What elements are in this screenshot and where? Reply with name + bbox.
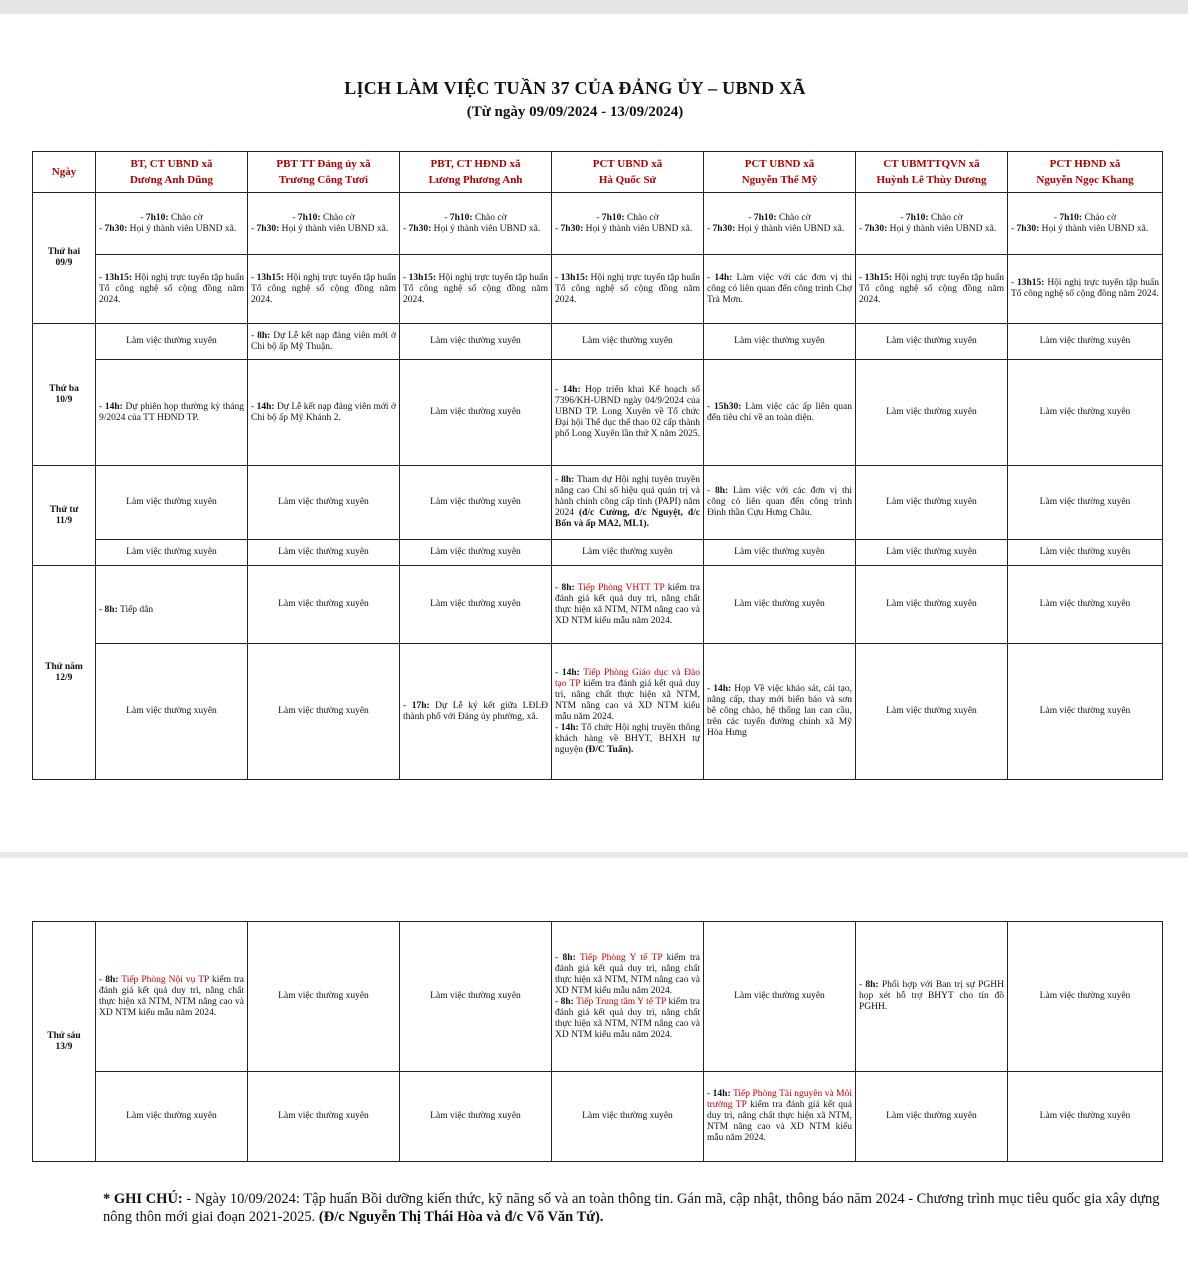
schedule-cell: Làm việc thường xuyên <box>856 644 1008 780</box>
schedule-cell: - 13h15: Hội nghị trực tuyến tập huấn Tổ công nghệ số cộng đồng năm 2024. <box>856 255 1008 324</box>
schedule-cell: - 7h10: Chào cờ - 7h30: Họi ý thành viên UBND xã. <box>96 193 248 255</box>
top-bar <box>0 0 1188 14</box>
schedule-cell: - 8h: Tham dự Hội nghị tuyên truyền nâng cao Chỉ số hiệu quả quản trị và hành chính công cấp tỉnh (PAPI) năm 2024 (đ/c Cường, đ/c Nguyệt, đ/c Bốn và ấp MA2, ML1). <box>552 466 704 540</box>
schedule-cell: - 13h15: Hội nghị trực tuyến tập huấn Tổ công nghệ số cộng đồng năm 2024. <box>248 255 400 324</box>
schedule-cell: Làm việc thường xuyên <box>248 466 400 540</box>
footnote-assignees: (Đ/c Nguyễn Thị Thái Hòa và đ/c Võ Văn Tứ). <box>318 1209 604 1225</box>
header-col-6: CT UBMTTQVN xã Huỳnh Lê Thùy Dương <box>856 152 1008 193</box>
schedule-cell: Làm việc thường xuyên <box>96 466 248 540</box>
schedule-cell: Làm việc thường xuyên <box>400 324 552 360</box>
monday-afternoon-row <box>33 255 1163 324</box>
schedule-cell: Làm việc thường xuyên <box>1008 922 1163 1072</box>
schedule-cell: - 14h: Làm việc với các đơn vị thi công có liên quan đến công trình Chợ Trà Mơn. <box>704 255 856 324</box>
footnote <box>103 1190 1163 1226</box>
schedule-cell: - 14h: Dự Lễ kết nạp đảng viên mới ở Chi bộ ấp Mỹ Khánh 2. <box>248 360 400 466</box>
schedule-cell: Làm việc thường xuyên <box>248 1072 400 1162</box>
schedule-cell: Làm việc thường xuyên <box>1008 324 1163 360</box>
day-cell-wednesday: Thứ tư 11/9 <box>33 466 96 566</box>
schedule-cell: Làm việc thường xuyên <box>1008 644 1163 780</box>
schedule-cell: Làm việc thường xuyên <box>856 1072 1008 1162</box>
schedule-cell: Làm việc thường xuyên <box>552 540 704 566</box>
schedule-cell: - 14h: Tiếp Phòng Giáo dục và Đào tạo TP kiểm tra đánh giá kết quả duy trì, nâng chất thực hiện xã NTM, NTM nâng cao và XD NTM kiểu mẫu năm 2024. - 14h: Tổ chức Hội nghị truyền thông khách hàng về BHYT, BHXH tự nguyện (Đ/C Tuấn). <box>552 644 704 780</box>
wednesday-afternoon-row <box>33 540 1163 566</box>
schedule-cell: Làm việc thường xuyên <box>1008 540 1163 566</box>
schedule-cell: - 13h15: Hội nghị trực tuyến tập huấn Tổ công nghệ số cộng đồng năm 2024. <box>96 255 248 324</box>
header-row <box>33 152 1163 193</box>
schedule-cell: Làm việc thường xuyên <box>248 644 400 780</box>
schedule-cell: Làm việc thường xuyên <box>856 360 1008 466</box>
schedule-cell: Làm việc thường xuyên <box>248 922 400 1072</box>
footnote-text: - Ngày 10/09/2024: Tập huấn Bồi dưỡng kiến thức, kỹ năng số và an toàn thông tin. Gán mã, cập nhật, thông báo năm 2024 - Chương trình mục tiêu quốc gia xây dựng nông thôn mới giai đoạn 2021-2025. <box>103 1191 1160 1225</box>
schedule-cell: Làm việc thường xuyên <box>248 540 400 566</box>
schedule-cell: - 13h15: Hội nghị trực tuyến tập huấn Tổ công nghệ số cộng đồng năm 2024. <box>1008 255 1163 324</box>
schedule-cell: Làm việc thường xuyên <box>552 324 704 360</box>
friday-afternoon-row <box>33 1072 1163 1162</box>
schedule-cell: Làm việc thường xuyên <box>400 566 552 644</box>
schedule-cell: - 13h15: Hội nghị trực tuyến tập huấn Tổ công nghệ số cộng đồng năm 2024. <box>400 255 552 324</box>
schedule-cell: Làm việc thường xuyên <box>96 540 248 566</box>
schedule-cell: Làm việc thường xuyên <box>96 1072 248 1162</box>
day-cell-monday: Thứ hai 09/9 <box>33 193 96 324</box>
schedule-cell: Làm việc thường xuyên <box>400 922 552 1072</box>
schedule-cell: Làm việc thường xuyên <box>704 566 856 644</box>
schedule-cell: Làm việc thường xuyên <box>96 324 248 360</box>
day-cell-tuesday: Thứ ba 10/9 <box>33 324 96 466</box>
header-col-1: BT, CT UBND xã Dương Anh Dũng <box>96 152 248 193</box>
footnote-label: * GHI CHÚ: <box>103 1191 183 1207</box>
schedule-cell: - 17h: Dự Lễ ký kết giữa LĐLĐ thành phố với Đảng ủy phường, xã. <box>400 644 552 780</box>
schedule-cell: - 8h: Dự Lễ kết nạp đảng viên mới ở Chi bộ ấp Mỹ Thuận. <box>248 324 400 360</box>
schedule-cell: - 8h: Làm việc với các đơn vị thi công có liên quan đến công trình Đình thần Cựu Hưng Châu. <box>704 466 856 540</box>
header-col-2: PBT TT Đảng ủy xã Trương Công Tươi <box>248 152 400 193</box>
schedule-cell: - 8h: Phối hợp với Ban trị sự PGHH họp xét hỗ trợ BHYT cho tín đồ PGHH. <box>856 922 1008 1072</box>
header-col-3: PBT, CT HĐND xã Lương Phương Anh <box>400 152 552 193</box>
header-col-5: PCT UBND xã Nguyễn Thế Mỹ <box>704 152 856 193</box>
tuesday-afternoon-row <box>33 360 1163 466</box>
schedule-cell: Làm việc thường xuyên <box>856 324 1008 360</box>
schedule-cell: - 7h10: Chào cờ - 7h30: Họi ý thành viên UBND xã. <box>248 193 400 255</box>
wednesday-morning-row <box>33 466 1163 540</box>
page-separator <box>0 852 1188 858</box>
schedule-cell: Làm việc thường xuyên <box>400 540 552 566</box>
schedule-cell: Làm việc thường xuyên <box>856 466 1008 540</box>
thursday-morning-row <box>33 566 1163 644</box>
monday-morning-row <box>33 193 1163 255</box>
document-subtitle: (Từ ngày 09/09/2024 - 13/09/2024) <box>466 104 684 120</box>
schedule-cell: - 14h: Họp Về việc khảo sát, cải tạo, nâng cấp, thay mới biển báo và sơn bê công chào, hệ thống lan can cầu, trên các tuyến đường chính xã Mỹ Hòa Hưng <box>704 644 856 780</box>
schedule-cell: - 13h15: Hội nghị trực tuyến tập huấn Tổ công nghệ số cộng đồng năm 2024. <box>552 255 704 324</box>
schedule-cell: Làm việc thường xuyên <box>96 644 248 780</box>
schedule-cell: Làm việc thường xuyên <box>400 1072 552 1162</box>
schedule-table-part2 <box>32 921 1163 1162</box>
schedule-cell: Làm việc thường xuyên <box>1008 360 1163 466</box>
header-day: Ngày <box>33 152 96 193</box>
schedule-cell: - 15h30: Làm việc các ấp liên quan đến tiêu chí về an toàn diện. <box>704 360 856 466</box>
schedule-cell: Làm việc thường xuyên <box>400 360 552 466</box>
header-col-4: PCT UBND xã Hà Quốc Sử <box>552 152 704 193</box>
schedule-cell: Làm việc thường xuyên <box>400 466 552 540</box>
friday-morning-row <box>33 922 1163 1072</box>
schedule-cell: - 7h10: Chào cờ - 7h30: Họi ý thành viên UBND xã. <box>552 193 704 255</box>
document-title: LỊCH LÀM VIỆC TUẦN 37 CỦA ĐẢNG ỦY – UBND XÃ <box>344 78 806 98</box>
schedule-cell: - 8h: Tiếp Phòng Y tế TP kiểm tra đánh giá kết quả duy trì, nâng chất thực hiện xã NTM, NTM nâng cao và XD NTM kiểu mẫu năm 2024. - 8h: Tiếp Trung tâm Y tế TP kiểm tra đánh giá kết quả duy trì, nâng chất thực hiện xã NTM, NTM nâng cao và XD NTM kiểu mẫu năm 2024. <box>552 922 704 1072</box>
thursday-afternoon-row <box>33 644 1163 780</box>
schedule-cell: Làm việc thường xuyên <box>248 566 400 644</box>
schedule-cell: - 14h: Tiếp Phòng Tài nguyên và Môi trường TP kiểm tra đánh giá kết quả duy trì, nâng chất thực hiện xã NTM, NTM nâng cao và XD NTM kiểu mẫu năm 2024. <box>704 1072 856 1162</box>
schedule-cell: Làm việc thường xuyên <box>704 324 856 360</box>
schedule-cell: Làm việc thường xuyên <box>704 540 856 566</box>
schedule-cell: - 14h: Dự phiên họp thường kỳ tháng 9/2024 của TT HĐND TP. <box>96 360 248 466</box>
schedule-cell: - 7h10: Chào cờ - 7h30: Họi ý thành viên UBND xã. <box>704 193 856 255</box>
schedule-cell: Làm việc thường xuyên <box>552 1072 704 1162</box>
header-col-7: PCT HĐND xã Nguyễn Ngọc Khang <box>1008 152 1163 193</box>
schedule-cell: Làm việc thường xuyên <box>1008 566 1163 644</box>
day-cell-thursday: Thứ năm 12/9 <box>33 566 96 780</box>
schedule-cell: Làm việc thường xuyên <box>856 540 1008 566</box>
schedule-cell: - 8h: Tiếp Phòng VHTT TP kiểm tra đánh giá kết quả duy trì, nâng chất thực hiện xã NTM, NTM nâng cao và XD NTM kiểu mẫu năm 2024. <box>552 566 704 644</box>
schedule-cell: - 14h: Họp triển khai Kế hoạch số 7396/KH-UBND ngày 04/9/2024 của UBND TP. Long Xuyên về Tổ chức Đại hội Thể dục thể thao 02 cấp thành phố Long Xuyên lần thứ X năm 2025. <box>552 360 704 466</box>
schedule-cell: - 8h: Tiếp dân <box>96 566 248 644</box>
schedule-cell: - 8h: Tiếp Phòng Nội vụ TP kiểm tra đánh giá kết quả duy trì, nâng chất thực hiện xã NTM, NTM nâng cao và XD NTM kiểu mẫu năm 2024. <box>96 922 248 1072</box>
schedule-cell: - 7h10: Chào cờ - 7h30: Họi ý thành viên UBND xã. <box>1008 193 1163 255</box>
schedule-cell: - 7h10: Chào cờ - 7h30: Họi ý thành viên UBND xã. <box>400 193 552 255</box>
schedule-cell: Làm việc thường xuyên <box>704 922 856 1072</box>
schedule-cell: Làm việc thường xuyên <box>856 566 1008 644</box>
day-cell-friday: Thứ sáu 13/9 <box>33 922 96 1162</box>
schedule-table-part1 <box>32 151 1163 780</box>
schedule-cell: - 7h10: Chào cờ - 7h30: Họi ý thành viên UBND xã. <box>856 193 1008 255</box>
schedule-cell: Làm việc thường xuyên <box>1008 466 1163 540</box>
tuesday-morning-row <box>33 324 1163 360</box>
schedule-cell: Làm việc thường xuyên <box>1008 1072 1163 1162</box>
